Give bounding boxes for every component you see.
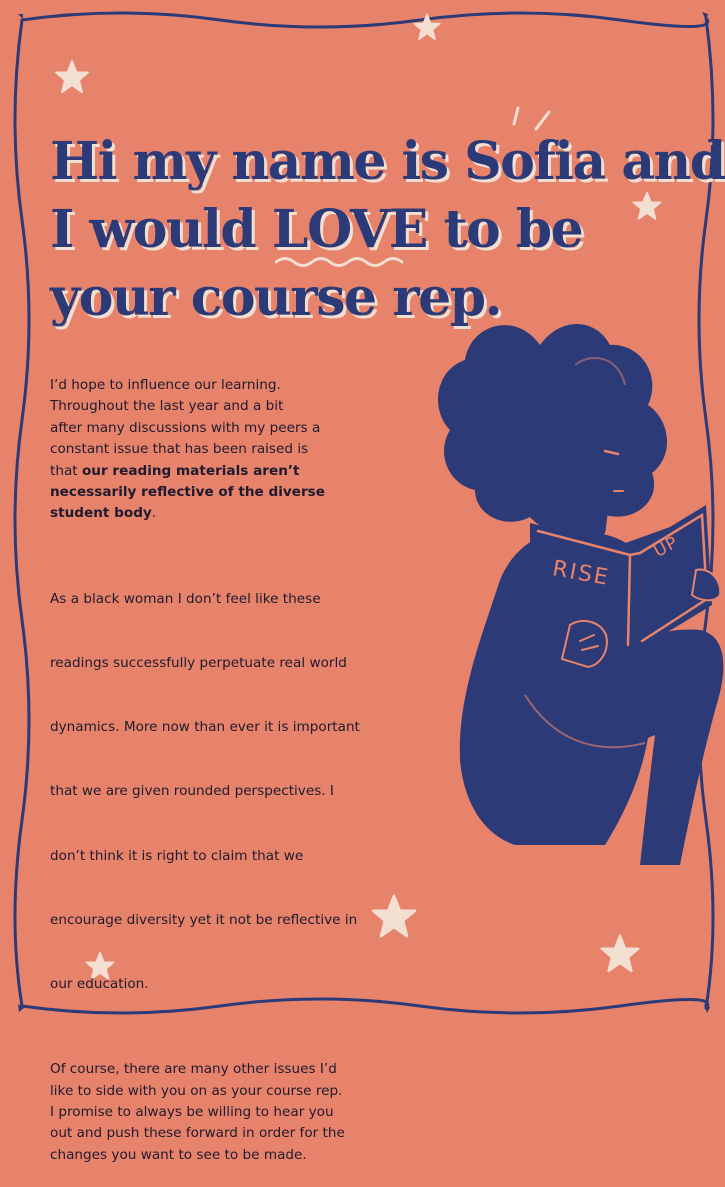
p2-line: don’t think it is right to claim that we [50,847,304,864]
p3-line: like to side with you on as your course rep. [50,1082,343,1099]
woman-reading-illustration [430,305,725,885]
page-title [50,128,725,332]
star-icon [52,58,92,98]
p1-line: I’d hope to influence our learning. [50,377,281,393]
p1-bold: necessarily reflective of the diverse [50,484,325,501]
title-line-2-end: to be [426,199,583,260]
book-right-text: UP [650,532,682,562]
p1-line: constant issue that has been raised is [50,441,309,458]
p2-line: readings successfully perpetuate real world [50,654,347,671]
love-word [272,196,427,264]
body-text [50,375,450,1187]
title-line-2-start: I would [50,199,272,260]
p3-line: Of course, there are many other issues I’d [50,1061,337,1078]
p1-bold: our reading materials aren’t [81,462,300,479]
paragraph-2 [50,546,450,1038]
title-line-1: Hi my name is Sofia and [50,131,725,192]
p1-line: after many discussions with my peers a [50,419,321,436]
star-icon [411,12,443,44]
title-line-3: your course rep. [50,267,502,328]
p2-line: that we are given rounded perspectives. I [50,783,334,800]
p1-bold: student body [50,505,152,522]
book-left-text: RISE [550,556,612,591]
p1-line [50,461,450,482]
hair-shape [438,324,667,533]
p1-line [50,482,450,503]
love-text: LOVE [271,199,427,260]
p1-text: . [151,505,157,522]
squiggle-underline [274,254,414,270]
p1-line: Throughout the last year and a bit [50,398,284,415]
p2-line: As a black woman I don’t feel like these [50,590,321,607]
p2-line: dynamics. More now than ever it is important [50,719,360,736]
p3-line: I promise to always be willing to hear you [50,1104,334,1120]
star-icon [597,932,643,978]
paragraph-3 [50,1059,450,1166]
p1-line [50,503,450,524]
p1-text: that [50,462,82,479]
p3-line: out and push these forward in order for the [50,1125,345,1142]
title-line-2 [50,196,690,264]
paragraph-1 [50,375,450,525]
p3-line: changes you want to see to be made. [50,1146,307,1163]
p2-line: our education. [50,975,149,992]
p2-line: encourage diversity yet it not be reflective in [50,911,358,928]
